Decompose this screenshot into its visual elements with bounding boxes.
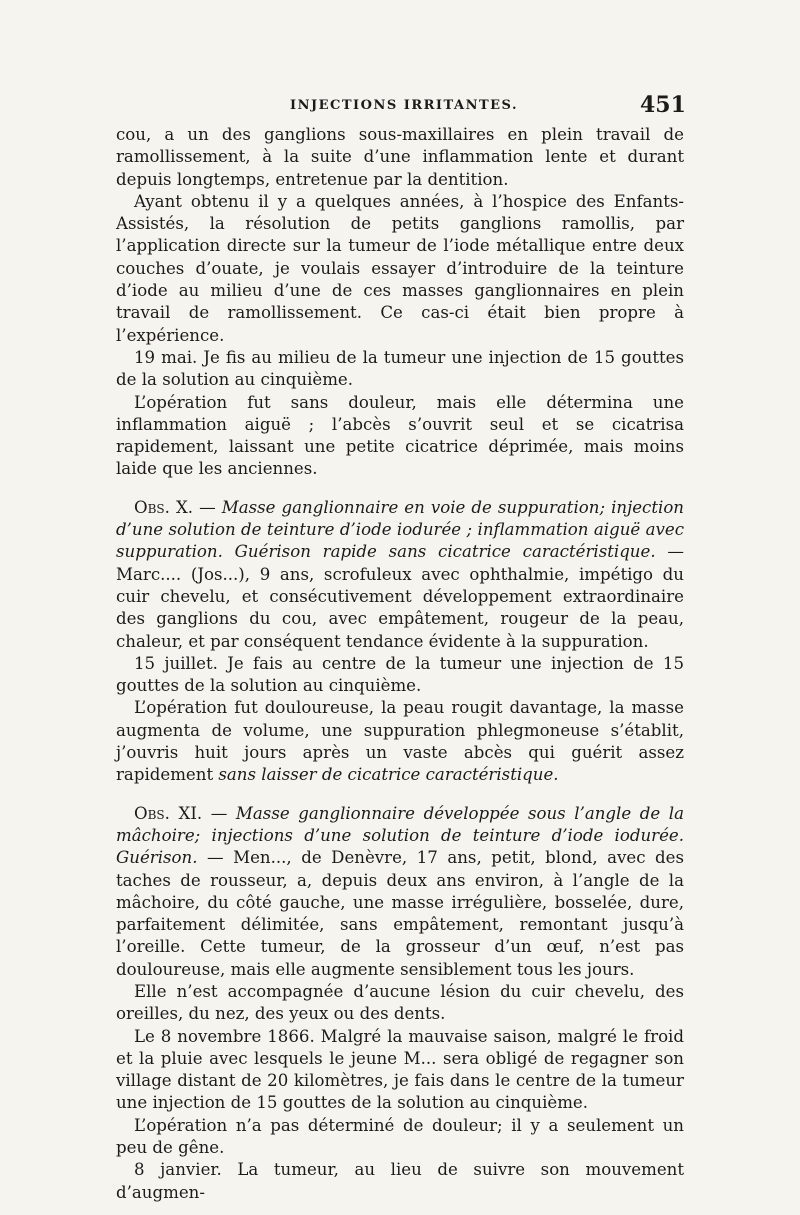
- observation-10: [116, 497, 684, 653]
- observation-11-title: Masse ganglionnaire développée sous l’angle de la mâchoire; injections d’une solution de teinture d’iode iodurée. Guérison.: [116, 803, 684, 868]
- page-number: 451: [640, 92, 686, 118]
- paragraph-8-novembre: Le 8 novembre 1866. Malgré la mauvaise saison, malgré le froid et la pluie avec lesquels le jeune M... sera obligé de regagner son village distant de 20 kilomètres, je fais dans le centre de la tumeur une injection de 15 gouttes de la solution au cinquième.: [116, 1026, 684, 1113]
- observation-11: [116, 803, 684, 981]
- running-title: INJECTIONS IRRITANTES.: [290, 98, 518, 113]
- observation-11-text: — Men..., de Denèvre, 17 ans, petit, blond, avec des taches de rousseur, a, depuis deux ans environ, à l’angle de la mâchoire, du côté gauche, une masse irrégulière, bosselée, dure, parfaitement délimitée, sans empâtement, remontant jusqu’à l’oreille. Cette tumeur, de la grosseur d’un œuf, n’est pas douloureuse, mais elle augmente sensiblement tous les jours.: [116, 848, 684, 979]
- paragraph-continuation: cou, a un des ganglions sous-maxillaires en plein travail de ramollissement, à la suite d’une inflammation lente et durant depuis longtemps, entretenue par la dentition.: [116, 125, 684, 189]
- paragraph-iode-experience: Ayant obtenu il y a quelques années, à l’hospice des Enfants-Assistés, la résolution de petits ganglions ramollis, par l’application directe sur la tumeur de l’iode métallique entre deux couches d’ouate, je voulais essayer d’introduire de la teinture d’iode au milieu d’une de ces masses ganglionnaires en plein travail de ramollissement. Ce cas-ci était bien propre à l’expérience.: [116, 191, 684, 345]
- paragraph-15-juillet: 15 juillet. Je fais au centre de la tumeur une injection de 15 gouttes de la solution au cinquième.: [116, 653, 684, 696]
- paragraph-no-lesion: Elle n’est accompagnée d’aucune lésion du cuir chevelu, des oreilles, du nez, des yeux ou des dents.: [116, 981, 684, 1024]
- paragraph-operation-douloureuse: [116, 697, 684, 786]
- paragraph-operation-douloureuse-italic: sans laisser de cicatrice caractéristique.: [218, 765, 559, 785]
- paragraph-19-mai: 19 mai. Je fis au milieu de la tumeur une injection de 15 gouttes de la solution au cinquième.: [116, 347, 684, 390]
- observation-10-label: Obs. X. —: [134, 497, 216, 517]
- paragraph-gene: L’opération n’a pas déterminé de douleur; il y a seulement un peu de gêne.: [116, 1115, 684, 1158]
- observation-11-label: Obs. XI. —: [134, 803, 228, 823]
- paragraph-operation-douloureuse-text: L’opération fut douloureuse, la peau rougit davantage, la masse augmenta de volume, une suppuration phlegmoneuse s’établit, j’ouvris huit jours après un vaste abcès qui guérit assez rapidement: [116, 698, 684, 785]
- observation-10-text: — Marc.... (Jos...), 9 ans, scrofuleux avec ophthalmie, impétigo du cuir chevelu, et consécutivement développement extraordinaire des ganglions du cou, avec empâtement, rougeur de la peau, chaleur, et par conséquent tendance évidente à la suppuration.: [116, 542, 684, 651]
- paragraph-operation-result: L’opération fut sans douleur, mais elle détermina une inflammation aiguë ; l’abcès s’ouvrit seul et se cicatrisa rapidement, laissant une petite cicatrice déprimée, mais moins laide que les anciennes.: [116, 392, 684, 479]
- body-text: [116, 124, 684, 1204]
- observation-10-title: Masse ganglionnaire en voie de suppuration; injection d’une solution de teinture d’iode iodurée ; inflammation aiguë avec suppuration. Guérison rapide sans cicatrice caractéristique.: [116, 497, 684, 562]
- page-header: [0, 92, 800, 120]
- paragraph-8-janvier: 8 janvier. La tumeur, au lieu de suivre son mouvement d’augmen-: [116, 1160, 684, 1202]
